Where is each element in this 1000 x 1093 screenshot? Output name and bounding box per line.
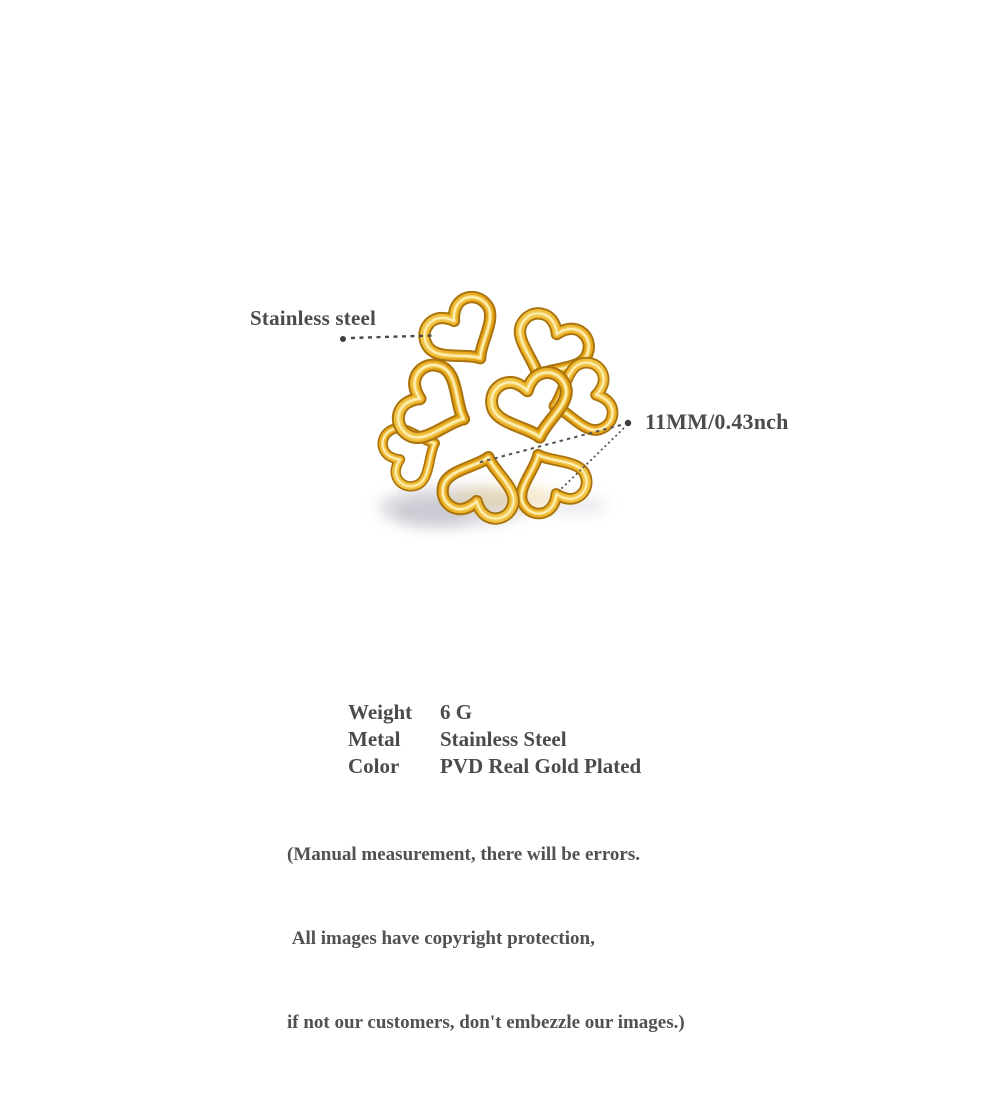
size-callout-label: 11MM/0.43nch [645, 409, 789, 434]
spec-label-color: Color [348, 754, 400, 778]
disclaimer-line-3: if not our customers, don't embezzle our images.) [287, 1012, 685, 1033]
spec-label-metal: Metal [348, 727, 401, 751]
disclaimer [287, 785, 685, 1093]
spec-value-weight: 6 G [440, 700, 473, 724]
disclaimer-line-1: (Manual measurement, there will be errors. [287, 844, 641, 865]
material-callout-label: Stainless steel [250, 306, 377, 330]
spec-value-color: PVD Real Gold Plated [440, 754, 642, 778]
disclaimer-line-2: All images have copyright protection, [287, 928, 595, 949]
spec-value-metal: Stainless Steel [440, 727, 567, 751]
spec-table [348, 699, 641, 780]
spec-label-weight: Weight [348, 700, 413, 724]
